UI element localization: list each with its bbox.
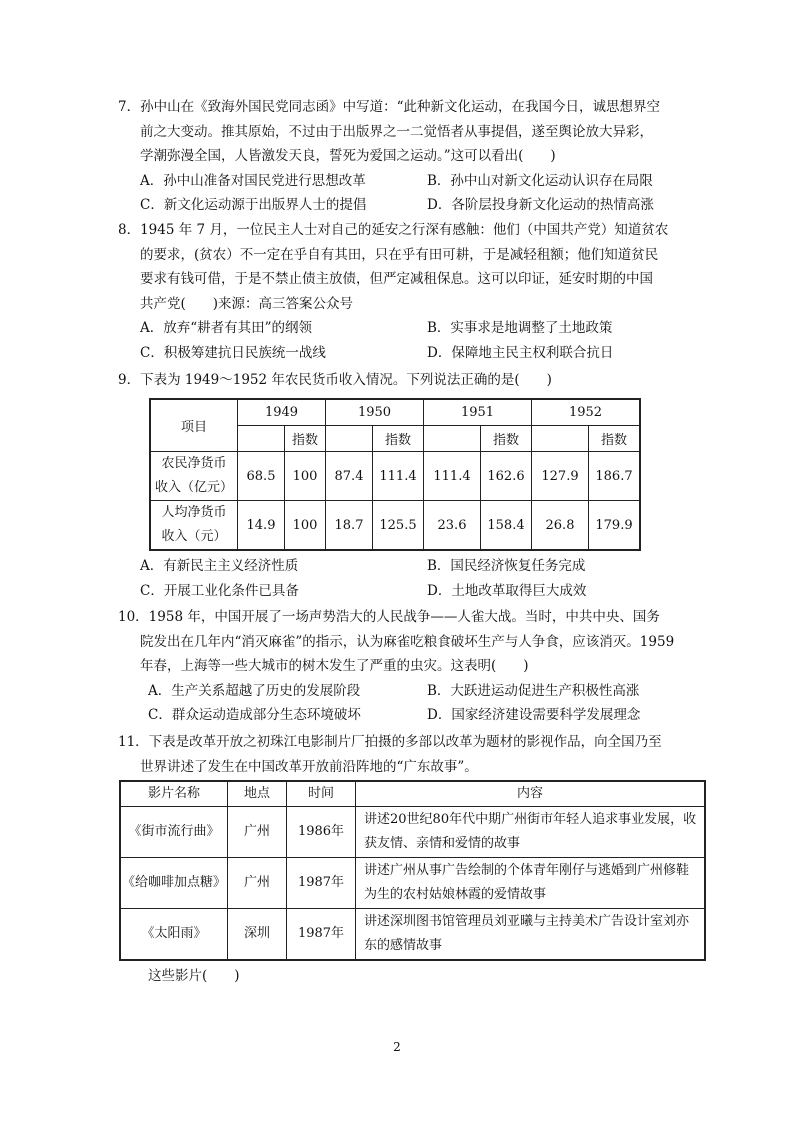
year-header: 1952 xyxy=(532,399,641,426)
question-8-options-row xyxy=(118,316,698,341)
question-9-options-row xyxy=(118,554,698,579)
question-11-line: 11．下表是改革开放之初珠江电影制片厂拍摄的多部以改革为题材的影视作品，向全国乃至 xyxy=(118,734,662,750)
question-9-options-row xyxy=(118,579,698,604)
table-cell: 26.8 xyxy=(532,501,589,551)
question-10-line: 年春，上海等一些大城市的树木发生了严重的虫灾。这表明( ) xyxy=(140,658,529,674)
year-header: 1949 xyxy=(238,399,326,426)
row-label-line: 人均净货币 xyxy=(161,505,227,520)
question-8-options-row xyxy=(118,341,698,366)
question-10-line: 10．1958 年，中国开展了一场声势浩大的人民战争——人雀大战。当时，中共中央、国务 xyxy=(118,609,660,625)
sub-header-cell xyxy=(238,426,285,452)
table-row xyxy=(120,807,705,858)
option-a[interactable]: A．生产关系超越了历史的发展阶段 xyxy=(148,682,361,699)
question-7-options-row xyxy=(118,193,698,218)
option-b[interactable]: B．国民经济恢复任务完成 xyxy=(427,558,586,574)
sub-header-cell: 指数 xyxy=(285,426,326,452)
year-header: 1950 xyxy=(326,399,424,426)
question-7-line: 7．孙中山在《致海外国民党同志函》中写道：“此种新文化运动，在我国今日，诚思想界空 xyxy=(118,99,660,115)
question-10-line: 院发出在几年内“消灭麻雀”的指示，认为麻雀吃粮食破坏生产与人争食，应该消灭。1959 xyxy=(140,633,675,650)
film-name: 《街市流行曲》 xyxy=(120,807,228,858)
table-cell: 23.6 xyxy=(424,501,481,551)
table-cell: 125.5 xyxy=(373,501,424,551)
table-corner-cell: 项目 xyxy=(150,399,238,452)
question-10 xyxy=(118,605,698,728)
table-cell: 179.9 xyxy=(589,501,641,551)
option-a[interactable]: A．孙中山准备对国民党进行思想改革 xyxy=(140,172,366,189)
film-content: 讲述广州从事广告绘制的个体青年刚仔与逃婚到广州修鞋为生的农村姑娘林霞的爱情故事 xyxy=(356,858,706,909)
row-label-line: 农民净货币 xyxy=(161,456,227,471)
question-8-line: 要求有钱可借，于是不禁止债主放债，但严定减租保息。这可以印证，延安时期的中国 xyxy=(140,271,653,287)
table-cell: 14.9 xyxy=(238,501,285,551)
table-cell: 158.4 xyxy=(481,501,532,551)
question-8-line: 共产党( )来源：高三答案公众号 xyxy=(140,295,354,312)
sub-header-cell: 指数 xyxy=(481,426,532,452)
question-7-line: 学潮弥漫全国，人皆激发天良，誓死为爱国之运动。”这可以看出( ) xyxy=(140,148,556,164)
question-7 xyxy=(118,95,698,218)
option-c[interactable]: C．积极筹建抗日民族统一战线 xyxy=(140,344,326,361)
table-row xyxy=(120,858,705,909)
question-7-options-row xyxy=(118,169,698,194)
row-label-line: 收入（亿元） xyxy=(154,480,233,495)
film-table-header: 地点 xyxy=(228,781,287,807)
sub-header-cell xyxy=(424,426,481,452)
question-9-options xyxy=(118,554,698,603)
option-d[interactable]: D．各阶层投身新文化运动的热情高涨 xyxy=(427,197,654,213)
option-d[interactable]: D．国家经济建设需要科学发展理念 xyxy=(427,707,641,723)
question-9 xyxy=(118,368,698,393)
sub-header-cell xyxy=(326,426,373,452)
option-c[interactable]: C．新文化运动源于出版界人士的提倡 xyxy=(140,197,367,213)
question-9-stem: 9．下表为 1949～1952 年农民货币收入情况。下列说法正确的是( ) xyxy=(118,372,552,388)
row-label xyxy=(150,501,238,551)
sub-header-cell: 指数 xyxy=(589,426,641,452)
question-10-options-row xyxy=(118,703,698,728)
film-name: 《给咖啡加点糖》 xyxy=(120,858,228,909)
page-number: 2 xyxy=(393,1040,401,1054)
option-c[interactable]: C．开展工业化条件已具备 xyxy=(140,582,299,599)
question-7-line: 前之大变动。推其原始，不过由于出版界之一二觉悟者从事提倡，遂至舆论放大异彩， xyxy=(140,123,653,140)
row-label xyxy=(150,452,238,501)
film-year: 1987年 xyxy=(287,858,356,909)
film-content: 讲述深圳图书馆管理员刘亚曦与主持美术广告设计室刘亦东的感情故事 xyxy=(356,909,706,961)
option-c[interactable]: C．群众运动造成部分生态环境破坏 xyxy=(148,707,361,723)
table-cell: 18.7 xyxy=(326,501,373,551)
option-a[interactable]: A．有新民主主义经济性质 xyxy=(140,558,299,574)
film-year: 1986年 xyxy=(287,807,356,858)
option-d[interactable]: D．土地改革取得巨大成效 xyxy=(427,582,587,599)
film-table xyxy=(119,780,706,961)
question-10-options-row xyxy=(118,679,698,704)
question-8-line: 8．1945 年 7 月，一位民主人士对自己的延安之行深有感触：他们（中国共产党）知道贫农 xyxy=(118,222,669,238)
question-11-tail xyxy=(148,964,728,989)
table-row xyxy=(120,909,705,961)
sub-header-cell xyxy=(532,426,589,452)
option-b[interactable]: B．实事求是地调整了土地政策 xyxy=(427,320,613,336)
table-cell: 186.7 xyxy=(589,452,641,501)
question-11-tail-text: 这些影片( ) xyxy=(148,968,240,984)
film-year: 1987年 xyxy=(287,909,356,961)
table-cell: 100 xyxy=(285,452,326,501)
option-a[interactable]: A．放弃“耕者有其田”的纲领 xyxy=(140,320,313,336)
film-place: 深圳 xyxy=(228,909,287,961)
film-table-header: 时间 xyxy=(287,781,356,807)
option-b[interactable]: B．大跃进运动促进生产积极性高涨 xyxy=(427,682,640,699)
row-label-line: 收入（元） xyxy=(161,529,227,544)
film-place: 广州 xyxy=(228,858,287,909)
question-8 xyxy=(118,218,698,365)
table-cell: 68.5 xyxy=(238,452,285,501)
table-cell: 111.4 xyxy=(424,452,481,501)
film-table-header: 内容 xyxy=(356,781,706,807)
film-name: 《太阳雨》 xyxy=(120,909,228,961)
question-8-line: 的要求，(贫农）不一定在乎自有其田，只在乎有田可耕，于是减轻租额；他们知道贫民 xyxy=(140,246,659,263)
table-cell: 127.9 xyxy=(532,452,589,501)
question-11-line: 世界讲述了发生在中国改革开放前沿阵地的“广东故事”。 xyxy=(140,758,478,775)
table-cell: 111.4 xyxy=(373,452,424,501)
farmer-income-table xyxy=(149,398,641,551)
sub-header-cell: 指数 xyxy=(373,426,424,452)
film-table-header: 影片名称 xyxy=(120,781,228,807)
film-place: 广州 xyxy=(228,807,287,858)
year-header: 1951 xyxy=(424,399,532,426)
table-cell: 87.4 xyxy=(326,452,373,501)
question-11 xyxy=(118,730,698,779)
table-cell: 162.6 xyxy=(481,452,532,501)
film-content: 讲述20世纪80年代中期广州街市年轻人追求事业发展，收获友情、亲情和爱情的故事 xyxy=(356,807,706,858)
table-cell: 100 xyxy=(285,501,326,551)
option-d[interactable]: D．保障地主民主权利联合抗日 xyxy=(427,344,614,361)
option-b[interactable]: B．孙中山对新文化运动认识存在局限 xyxy=(427,172,653,189)
